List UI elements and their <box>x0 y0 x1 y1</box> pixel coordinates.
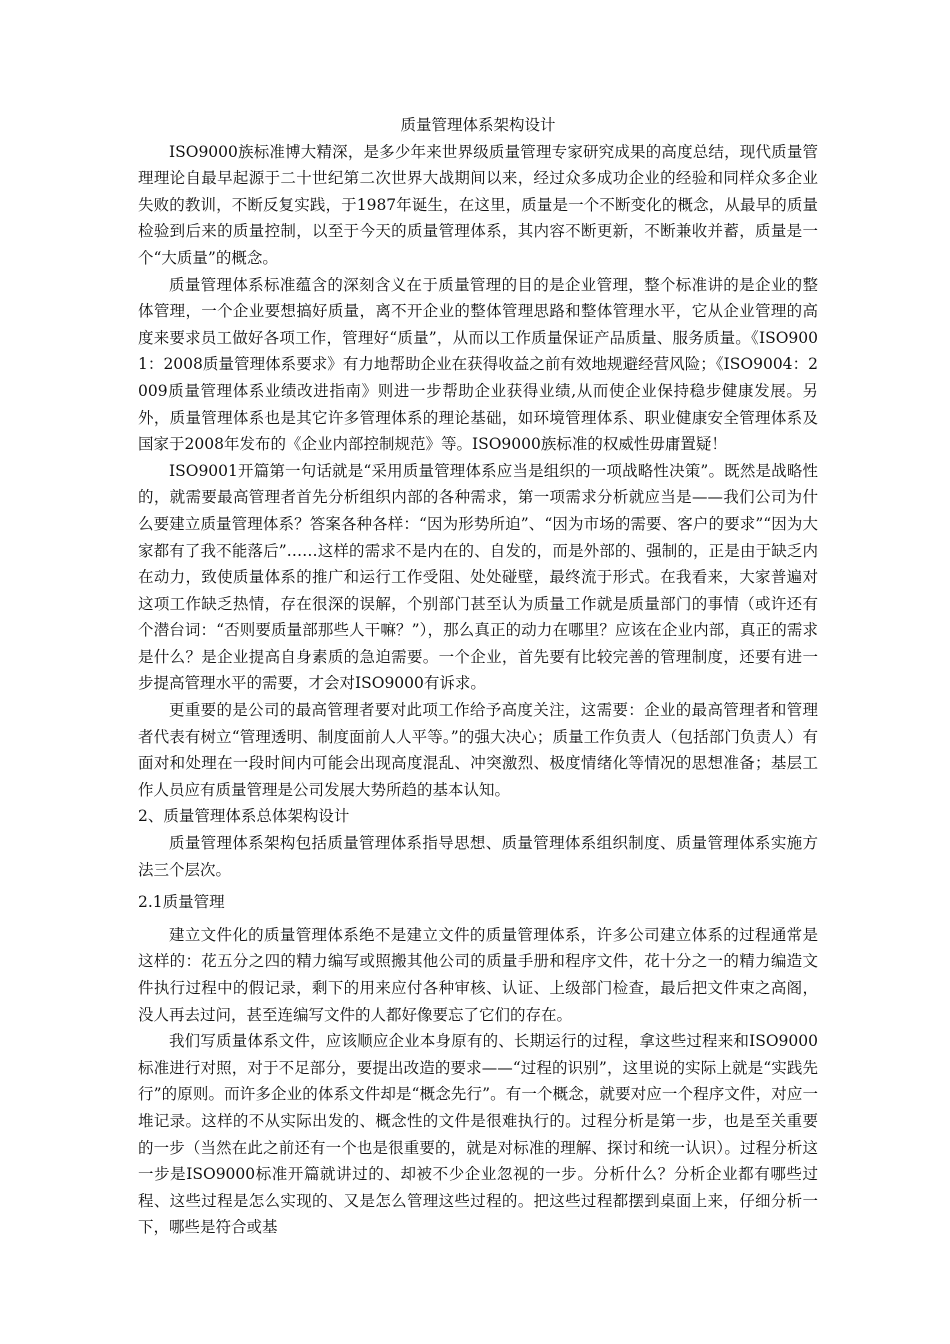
intro-paragraph-2: 质量管理体系标准蕴含的深刻含义在于质量管理的目的是企业管理，整个标准讲的是企业的整体管理，一个企业要想搞好质量，离不开企业的整体管理思路和整体管理水平，它从企业管理的高度来要求员工做好各项工作，管理好“质量”，从而以工作质量保证产品质量、服务质量。《ISO9001：2008质量管理体系要求》有力地帮助企业在获得收益之前有效地规避经营风险；《ISO9004：2009质量管理体系业绩改进指南》则进一步帮助企业获得业绩,从而使企业保持稳步健康发展。另外，质量管理体系也是其它许多管理体系的理论基础，如环境管理体系、职业健康安全管理体系及国家于2008年发布的《企业内部控制规范》等。ISO9000族标准的权威性毋庸置疑！ <box>138 275 818 454</box>
intro-paragraph-3: ISO9001开篇第一句话就是“采用质量管理体系应当是组织的一项战略性决策”。既然是战略性的，就需要最高管理者首先分析组织内部的各种需求，第一项需求分析就应当是——我们公司为什么要建立质量管理体系？答案各种各样：“因为形势所迫”、“因为市场的需要、客户的要求”“因为大家都有了我不能落后”……这样的需求不是内在的、自发的，而是外部的、强制的，正是由于缺乏内在动力，致使质量体系的推广和运行工作受阻、处处碰壁，最终流于形式。在我看来，大家普遍对这项工作缺乏热情，存在很深的误解，个别部门甚至认为质量工作就是质量部门的事情（或许还有个潜台词：“否则要质量部那些人干嘛？”），那么真正的动力在哪里？应该在企业内部，真正的需求是什么？是企业提高自身素质的急迫需要。一个企业，首先要有比较完善的管理制度，还要有进一步提高管理水平的需要，才会对ISO9000有诉求。 <box>138 461 818 693</box>
section-2-1-heading: 2.1质量管理 <box>138 893 225 912</box>
intro-paragraph-4: 更重要的是公司的最高管理者要对此项工作给予高度关注，这需要：企业的最高管理者和管理者代表有树立“管理透明、制度面前人人平等。”的强大决心；质量工作负责人（包括部门负责人）有面对和处理在一段时间内可能会出现高度混乱、冲突激烈、极度情绪化等情况的思想准备；基层工作人员应有质量管理是公司发展大势所趋的基本认知。 <box>138 701 818 799</box>
intro-paragraph-1: ISO9000族标准博大精深，是多少年来世界级质量管理专家研究成果的高度总结，现代质量管理理论自最早起源于二十世纪第二次世界大战期间以来，经过众多成功企业的经验和同样众多企业失败的教训，不断反复实践，于1987年诞生，在这里，质量是一个不断变化的概念，从最早的质量检验到后来的质量控制，以至于今天的质量管理体系，其内容不断更新，不断兼收并蓄，质量是一个“大质量”的概念。 <box>138 142 818 267</box>
section-2-heading: 2、质量管理体系总体架构设计 <box>138 807 350 826</box>
section-2-1-paragraph-1: 建立文件化的质量管理体系绝不是建立文件的质量管理体系，许多公司建立体系的过程通常是这样的：花五分之四的精力编写或照搬其他公司的质量手册和程序文件，花十分之一的精力编造文件执行过程中的假记录，剩下的用来应付各种审核、认证、上级部门检查，最后把文件束之高阁，没人再去过问，甚至连编写文件的人都好像要忘了它们的存在。 <box>138 925 818 1024</box>
document-title: 质量管理体系架构设计 <box>400 116 556 134</box>
document-page <box>138 112 818 1241</box>
section-2-paragraph: 质量管理体系架构包括质量管理体系指导思想、质量管理体系组织制度、质量管理体系实施方法三个层次。 <box>138 834 818 879</box>
section-2-1-paragraph-2: 我们写质量体系文件，应该顺应企业本身原有的、长期运行的过程，拿这些过程来和ISO9000标准进行对照，对于不足部分，要提出改造的要求——“过程的识别”，这里说的实际上就是“实践先行”的原则。而许多企业的体系文件却是“概念先行”。有一个概念，就要对应一个程序文件，对应一堆记录。这样的不从实际出发的、概念性的文件是很难执行的。过程分析是第一步，也是至关重要的一步（当然在此之前还有一个也是很重要的，就是对标准的理解、探讨和统一认识）。过程分析这一步是ISO9000标准开篇就讲过的、却被不少企业忽视的一步。分析什么？分析企业都有哪些过程、这些过程是怎么实现的、又是怎么管理这些过程的。把这些过程都摆到桌面上来，仔细分析一下，哪些是符合或基 <box>138 1032 818 1237</box>
